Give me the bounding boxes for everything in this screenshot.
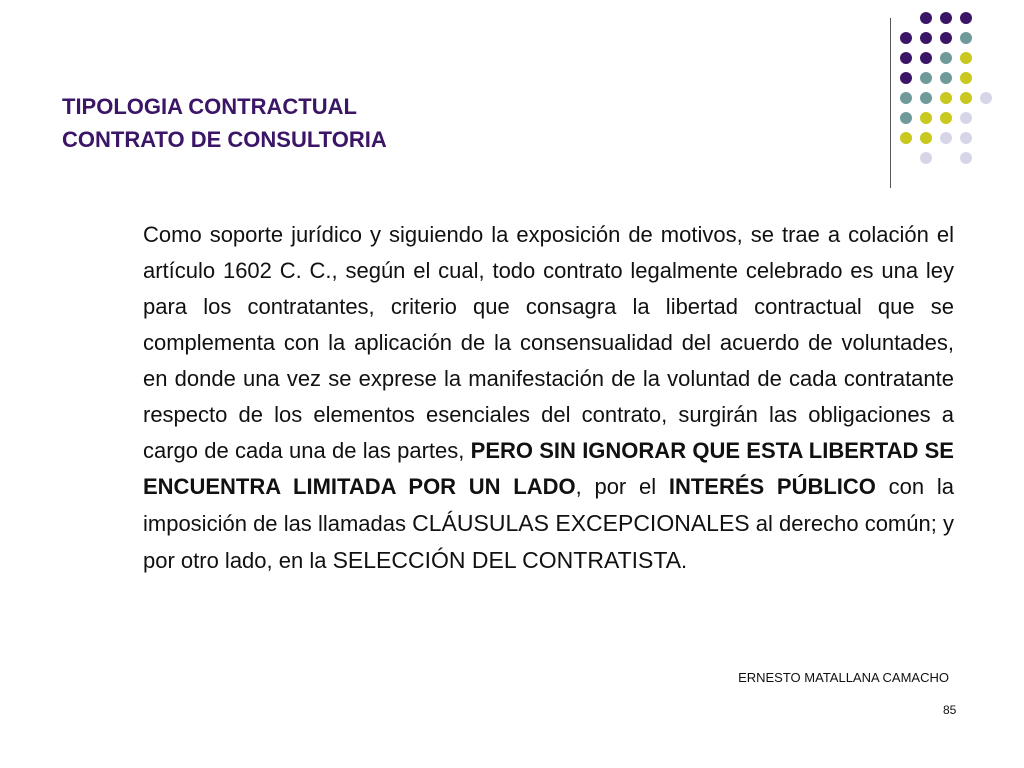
body-segment-3: con la imposición de las llamadas [143,474,954,536]
decorative-dot [920,12,932,24]
author-name: ERNESTO MATALLANA CAMACHO [738,670,949,685]
decorative-dot [940,72,952,84]
decorative-dot [960,132,972,144]
decorative-dot [920,152,932,164]
decorative-dot [920,52,932,64]
decorative-dot [960,72,972,84]
decorative-dot [900,92,912,104]
body-segment-2: , por el [575,474,669,499]
decorative-dot [940,132,952,144]
decorative-dot [940,92,952,104]
decorative-dot [920,112,932,124]
decorative-dot [960,32,972,44]
decorative-dot [900,132,912,144]
decorative-dot [920,72,932,84]
page-number: 85 [943,703,957,717]
body-bold-public-interest: INTERÉS PÚBLICO [668,474,876,499]
decorative-dot [900,112,912,124]
decorative-dot [900,72,912,84]
decorative-dot [920,132,932,144]
slide-title [62,90,387,156]
decorative-dot [900,32,912,44]
decorative-dot [920,92,932,104]
decorative-dot [900,52,912,64]
decorative-dot [920,32,932,44]
decorative-dot [940,52,952,64]
body-paragraph [143,217,954,579]
body-segment-1: Como soporte jurídico y siguiendo la exposición de motivos, se trae a colación el artículo 1602 C. C., según el cual, todo contrato legalmente celebrado es una ley para los contratantes, criterio que consagra la libertad contractual que se complementa con la aplicación de la consensualidad del acuerdo de voluntades, en donde una vez se exprese la manifestación de la voluntad de cada contratante respecto de los elementos esenciales del contrato, surgirán las obligaciones a cargo de cada una de las partes, [143,222,954,463]
decorative-dot [980,92,992,104]
decorative-dot [960,12,972,24]
decorative-dot [940,12,952,24]
body-caps-selection: SELECCIÓN DEL CONTRATISTA [332,547,682,573]
decorative-dot [960,112,972,124]
title-line-1: TIPOLOGIA CONTRACTUAL [62,94,357,119]
body-caps-clauses: CLÁUSULAS EXCEPCIONALES [412,510,750,536]
decorative-dot [960,92,972,104]
decorative-dot [940,32,952,44]
body-segment-5: . [681,548,688,573]
decorative-dot [960,52,972,64]
decorative-dot [940,112,952,124]
title-line-2: CONTRATO DE CONSULTORIA [62,127,387,152]
vertical-divider [890,18,891,188]
body-segment-4: al derecho común; y por otro lado, en la [143,511,954,573]
decorative-dot [960,152,972,164]
body-bold-limitation: PERO SIN IGNORAR QUE ESTA LIBERTAD SE ENCUENTRA LIMITADA POR UN LADO [143,438,954,499]
